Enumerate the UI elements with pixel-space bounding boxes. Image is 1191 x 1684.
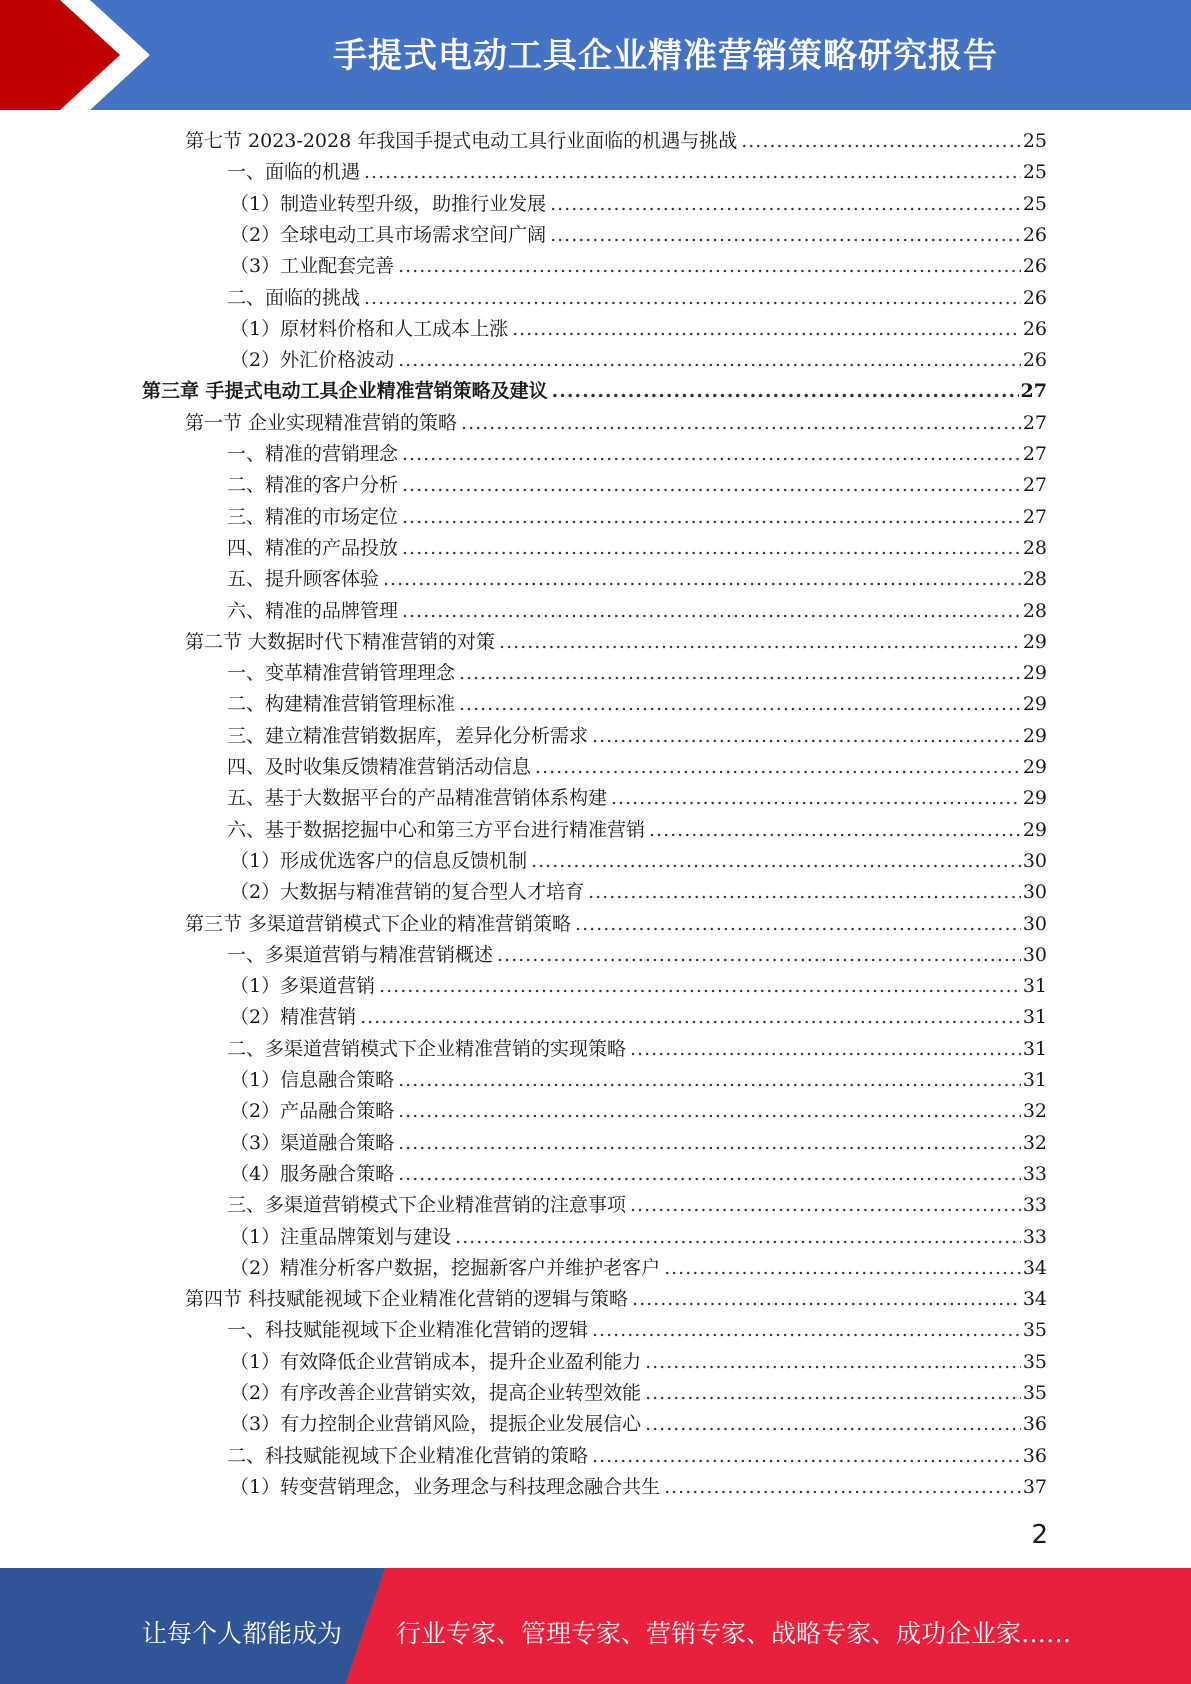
toc-entry-label: （2）产品融合策略 <box>230 1100 395 1123</box>
toc-entry-label: 一、多渠道营销与精准营销概述 <box>227 943 494 966</box>
toc-leader-dots <box>592 1445 1021 1467</box>
toc-entry-label: （3）渠道融合策略 <box>230 1131 395 1154</box>
toc-entry-page: 25 <box>1022 161 1047 184</box>
toc-entry[interactable] <box>227 752 1047 783</box>
toc-entry[interactable] <box>230 1128 1047 1159</box>
toc-leader-dots <box>499 631 1021 653</box>
toc-leader-dots <box>645 1382 1021 1404</box>
toc-leader-dots <box>592 725 1021 747</box>
toc-entry-page: 33 <box>1022 1225 1047 1248</box>
toc-leader-dots <box>383 568 1021 590</box>
toc-entry-page: 33 <box>1022 1194 1047 1217</box>
toc-leader-dots <box>552 380 1019 402</box>
toc-entry-page: 27 <box>1022 443 1047 465</box>
toc-entry[interactable] <box>185 1284 1047 1315</box>
toc-entry-label: 六、基于数据挖掘中心和第三方平台进行精准营销 <box>227 818 646 841</box>
toc-leader-dots <box>630 1038 1021 1060</box>
toc-entry-label: 二、多渠道营销模式下企业精准营销的实现策略 <box>227 1037 627 1060</box>
toc-entry-label: （1）信息融合策略 <box>230 1069 395 1091</box>
toc-leader-dots <box>364 161 1021 183</box>
toc-entry-page: 29 <box>1022 630 1047 653</box>
toc-entry[interactable] <box>230 251 1047 282</box>
toc-entry-label: 一、面临的机遇 <box>227 161 361 184</box>
toc-entry[interactable] <box>185 627 1047 658</box>
toc-entry[interactable] <box>227 658 1047 689</box>
toc-leader-dots <box>611 787 1021 809</box>
toc-entry[interactable] <box>230 1159 1047 1190</box>
toc-entry-label: （4）服务融合策略 <box>230 1162 395 1185</box>
toc-entry-label: 第四节 科技赋能视域下企业精准化营销的逻辑与策略 <box>185 1288 629 1311</box>
toc-entry-label: 第七节 2023-2028 年我国手提式电动工具行业面临的机遇与挑战 <box>185 130 738 152</box>
toc-entry-page: 31 <box>1022 1006 1047 1029</box>
toc-entry[interactable] <box>227 533 1047 564</box>
toc-entry-label: 一、精准的营销理念 <box>227 443 399 465</box>
toc-entry-label: 五、提升顾客体验 <box>227 568 380 591</box>
toc-entry[interactable] <box>230 189 1047 220</box>
toc-entry-page: 30 <box>1022 849 1047 872</box>
toc-entry-page: 30 <box>1022 943 1047 966</box>
toc-entry-label: 一、科技赋能视域下企业精准化营销的逻辑 <box>227 1319 589 1342</box>
toc-leader-dots <box>379 975 1021 997</box>
toc-entry[interactable] <box>227 940 1047 971</box>
toc-entry-page: 26 <box>1022 255 1047 278</box>
toc-leader-dots <box>592 1319 1021 1341</box>
toc-entry[interactable] <box>230 220 1047 251</box>
toc-entry-page: 29 <box>1022 787 1047 810</box>
toc-leader-dots <box>664 1476 1021 1498</box>
toc-entry-label: （1）注重品牌策划与建设 <box>230 1225 452 1248</box>
toc-leader-dots <box>398 255 1021 277</box>
toc-entry[interactable] <box>227 283 1047 314</box>
toc-entry[interactable] <box>230 1409 1047 1440</box>
toc-leader-dots <box>459 662 1021 684</box>
toc-leader-dots <box>531 850 1021 872</box>
toc-entry-page: 28 <box>1022 536 1047 559</box>
toc-entry-label: （2）大数据与精准营销的复合型人才培育 <box>230 881 585 904</box>
toc-entry-label: （2）全球电动工具市场需求空间广阔 <box>230 223 547 246</box>
toc-leader-dots <box>645 1351 1021 1373</box>
toc-leader-dots <box>459 693 1021 715</box>
toc-entry-page: 31 <box>1022 975 1047 998</box>
toc-leader-dots <box>398 1163 1021 1185</box>
toc-entry-label: （2）有序改善企业营销实效，提高企业转型效能 <box>230 1382 642 1404</box>
toc-entry-label: （1）原材料价格和人工成本上涨 <box>230 317 509 340</box>
toc-leader-dots <box>398 1100 1021 1122</box>
toc-entry-label: 三、多渠道营销模式下企业精准营销的注意事项 <box>227 1194 627 1217</box>
toc-leader-dots <box>364 287 1021 309</box>
toc-entry-label: 第三节 多渠道营销模式下企业的精准营销策略 <box>185 912 572 935</box>
toc-leader-dots <box>398 1069 1021 1091</box>
toc-leader-dots <box>360 1006 1021 1028</box>
toc-entry-page: 26 <box>1022 286 1047 309</box>
toc-entry[interactable] <box>227 721 1047 752</box>
toc-entry-label: 一、变革精准营销管理理念 <box>227 662 456 685</box>
toc-leader-dots <box>512 318 1021 340</box>
toc-leader-dots <box>664 1257 1021 1279</box>
toc-entry[interactable] <box>227 564 1047 595</box>
toc-entry-label: （2）精准分析客户数据，挖掘新客户并维护老客户 <box>230 1256 661 1279</box>
toc-entry-page: 32 <box>1022 1100 1047 1123</box>
toc-entry-page: 28 <box>1022 568 1047 591</box>
toc-entry-page: 26 <box>1022 223 1047 246</box>
toc-entry-label: （2）精准营销 <box>230 1006 357 1029</box>
toc-entry-label: 三、建立精准营销数据库，差异化分析需求 <box>227 724 589 747</box>
toc-entry[interactable] <box>227 1190 1047 1221</box>
toc-leader-dots <box>550 193 1021 215</box>
toc-entry[interactable] <box>230 345 1047 376</box>
toc-entry[interactable] <box>230 1002 1047 1033</box>
toc-leader-dots <box>741 130 1021 152</box>
toc-entry[interactable] <box>227 689 1047 720</box>
toc-entry-label: 四、及时收集反馈精准营销活动信息 <box>227 756 532 778</box>
toc-entry[interactable] <box>230 1096 1047 1127</box>
toc-leader-dots <box>398 349 1021 371</box>
toc-leader-dots <box>497 944 1021 966</box>
toc-entry[interactable] <box>227 1034 1047 1065</box>
toc-leader-dots <box>402 443 1021 465</box>
toc-entry[interactable] <box>230 1378 1047 1409</box>
toc-entry-page: 33 <box>1022 1162 1047 1185</box>
toc-entry-page: 26 <box>1022 317 1047 340</box>
toc-entry[interactable] <box>185 909 1047 940</box>
toc-leader-dots <box>550 224 1021 246</box>
toc-entry-label: 二、面临的挑战 <box>227 286 361 309</box>
toc-entry[interactable] <box>227 439 1047 470</box>
toc-entry[interactable] <box>227 470 1047 501</box>
toc-entry-label: 第一节 企业实现精准营销的策略 <box>185 411 458 434</box>
toc-entry[interactable] <box>230 1222 1047 1253</box>
toc-entry-page: 26 <box>1022 349 1047 372</box>
toc-entry-page: 25 <box>1022 192 1047 215</box>
toc-entry-page: 35 <box>1022 1350 1047 1373</box>
toc-entry-page: 30 <box>1022 881 1047 904</box>
toc-entry-page: 29 <box>1022 756 1047 778</box>
toc-entry-label: （1）有效降低企业营销成本，提升企业盈利能力 <box>230 1350 642 1373</box>
toc-entry-page: 27 <box>1022 505 1047 528</box>
toc-entry[interactable] <box>230 1253 1047 1284</box>
toc-leader-dots <box>461 412 1021 434</box>
toc-entry-label: 四、精准的产品投放 <box>227 536 399 559</box>
toc-entry[interactable] <box>230 846 1047 877</box>
toc-entry-page: 31 <box>1022 1037 1047 1060</box>
toc-entry-page: 29 <box>1022 724 1047 747</box>
toc-entry-label: （1）转变营销理念，业务理念与科技理念融合共生 <box>230 1475 661 1498</box>
toc-entry-page: 27 <box>1022 411 1047 434</box>
toc-entry-page: 27 <box>1020 380 1047 403</box>
toc-entry-label: 二、科技赋能视域下企业精准化营销的策略 <box>227 1444 589 1467</box>
toc-entry[interactable] <box>142 376 1047 407</box>
toc-entry-page: 36 <box>1022 1413 1047 1436</box>
toc-entry[interactable] <box>227 815 1047 846</box>
toc-entry-page: 32 <box>1022 1131 1047 1154</box>
toc-entry-page: 25 <box>1022 130 1047 152</box>
footer-tagline: 行业专家、管理专家、营销专家、战略专家、成功企业家…… <box>396 1619 1072 1648</box>
toc-leader-dots <box>535 756 1021 778</box>
toc-entry-label: 第三章 手提式电动工具企业精准营销策略及建议 <box>142 380 548 403</box>
toc-entry-label: 六、精准的品牌管理 <box>227 599 399 622</box>
toc-entry[interactable] <box>230 1065 1047 1096</box>
toc-entry-page: 28 <box>1022 599 1047 622</box>
toc-entry-page: 29 <box>1022 818 1047 841</box>
toc-leader-dots <box>630 1194 1021 1216</box>
toc-entry-page: 29 <box>1022 662 1047 685</box>
toc-leader-dots <box>402 600 1021 622</box>
toc-entry-label: （1）制造业转型升级，助推行业发展 <box>230 192 547 215</box>
toc-entry-page: 27 <box>1022 474 1047 497</box>
toc-leader-dots <box>645 1413 1021 1435</box>
toc-entry[interactable] <box>227 1441 1047 1472</box>
toc-entry[interactable] <box>185 126 1047 157</box>
toc-leader-dots <box>588 881 1021 903</box>
toc-entry[interactable] <box>227 596 1047 627</box>
toc-leader-dots <box>649 819 1021 841</box>
toc-entry-page: 36 <box>1022 1444 1047 1467</box>
toc-entry-label: 第二节 大数据时代下精准营销的对策 <box>185 630 496 653</box>
toc-entry[interactable] <box>230 1472 1047 1503</box>
toc-entry-label: （2）外汇价格波动 <box>230 349 395 372</box>
toc-entry[interactable] <box>230 971 1047 1002</box>
toc-entry-label: （1）形成优选客户的信息反馈机制 <box>230 849 528 872</box>
toc-entry-label: 二、构建精准营销管理标准 <box>227 693 456 716</box>
toc-entry-page: 30 <box>1022 912 1047 935</box>
toc-entry[interactable] <box>230 1347 1047 1378</box>
toc-entry[interactable] <box>185 408 1047 439</box>
toc-leader-dots <box>402 537 1021 559</box>
toc-entry-label: （3）工业配套完善 <box>230 255 395 278</box>
toc-leader-dots <box>575 913 1021 935</box>
page-header <box>0 0 1191 110</box>
toc-entry[interactable] <box>227 1315 1047 1346</box>
toc-entry-page: 31 <box>1022 1069 1047 1091</box>
toc-entry-label: （3）有力控制企业营销风险，提振企业发展信心 <box>230 1413 642 1436</box>
toc-entry-page: 29 <box>1022 693 1047 716</box>
page-number: 2 <box>1031 1520 1048 1550</box>
toc-entry[interactable] <box>227 157 1047 188</box>
toc-entry-label: 五、基于大数据平台的产品精准营销体系构建 <box>227 787 608 810</box>
toc-entry-page: 37 <box>1022 1475 1047 1498</box>
toc-leader-dots <box>632 1288 1021 1310</box>
toc-leader-dots <box>402 474 1021 496</box>
toc-entry-page: 34 <box>1022 1256 1047 1279</box>
page-footer <box>0 1568 1191 1684</box>
toc-leader-dots <box>398 1132 1021 1154</box>
toc-entry-page: 35 <box>1022 1319 1047 1342</box>
toc-entry[interactable] <box>230 314 1047 345</box>
toc-entry-page: 34 <box>1022 1288 1047 1311</box>
toc-entry[interactable] <box>227 502 1047 533</box>
toc-entry-label: 二、精准的客户分析 <box>227 474 399 497</box>
toc-entry-page: 35 <box>1022 1382 1047 1404</box>
toc-entry-label: （1）多渠道营销 <box>230 975 376 998</box>
toc-entry[interactable] <box>227 783 1047 814</box>
report-title: 手提式电动工具企业精准营销策略研究报告 <box>333 36 998 76</box>
toc-entry[interactable] <box>230 877 1047 908</box>
toc-entry-label: 三、精准的市场定位 <box>227 505 399 528</box>
toc-leader-dots <box>455 1226 1021 1248</box>
toc-leader-dots <box>402 506 1021 528</box>
footer-slogan: 让每个人都能成为 <box>142 1619 343 1648</box>
